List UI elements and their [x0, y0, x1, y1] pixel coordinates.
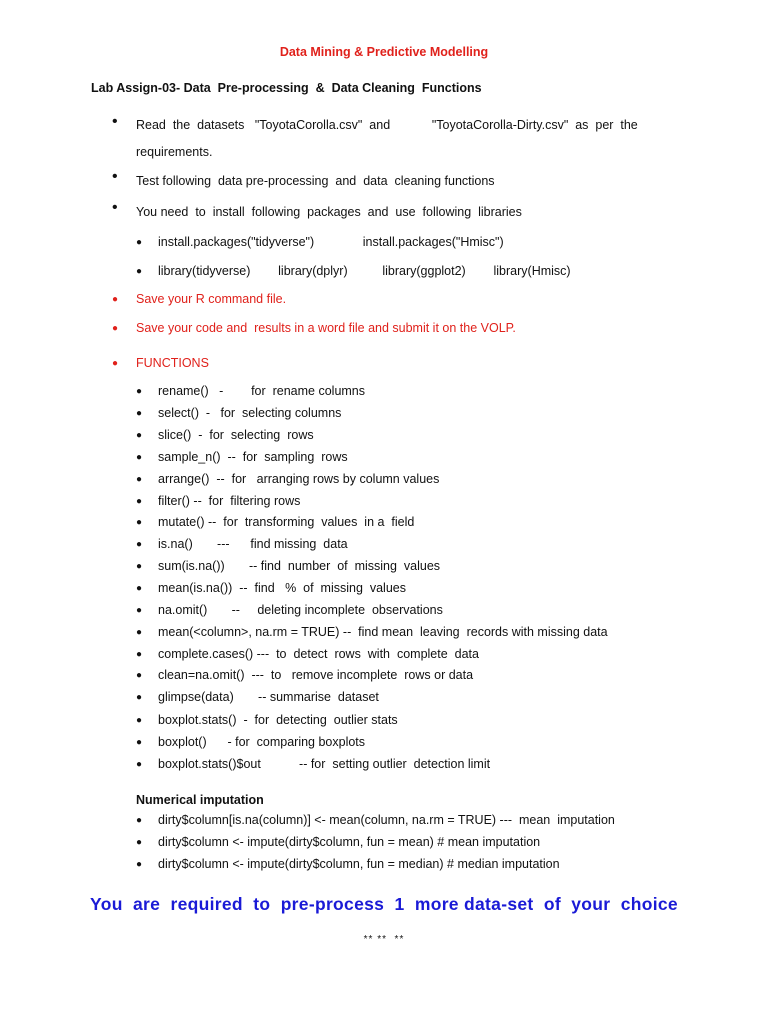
bullet-icon: ●: [112, 294, 119, 305]
function-item: mean(<column>, na.rm = TRUE) -- find mean leaving records with missing data: [158, 625, 608, 639]
intro-bullet-1-line2: requirements.: [136, 145, 213, 159]
lab-title: Lab Assign-03- Data Pre-processing & Data Cleaning Functions: [91, 81, 482, 95]
bullet-icon: ●: [136, 837, 143, 848]
bullet-icon: ●: [136, 627, 143, 638]
function-item: rename() - for rename columns: [158, 384, 366, 398]
function-item: arrange() -- for arranging rows by column values: [158, 472, 440, 486]
function-item: boxplot.stats()$out -- for setting outlier detection limit: [158, 757, 491, 771]
function-item: na.omit() -- deleting incomplete observations: [158, 603, 443, 617]
imputation-item: dirty$column[is.na(column)] <- mean(column, na.rm = TRUE) --- mean imputation: [158, 813, 615, 827]
bullet-icon: •: [112, 113, 118, 130]
function-item: mean(is.na()) -- find % of missing values: [158, 581, 406, 595]
bullet-icon: ●: [136, 517, 143, 528]
function-item: mutate() -- for transforming values in a field: [158, 515, 415, 529]
function-item: slice() - for selecting rows: [158, 428, 314, 442]
imputation-item: dirty$column <- impute(dirty$column, fun = median) # median imputation: [158, 857, 560, 871]
bullet-icon: ●: [112, 358, 119, 369]
bullet-icon: ●: [136, 496, 143, 507]
bullet-icon: ●: [136, 408, 143, 419]
bullet-icon: ●: [136, 386, 143, 397]
bullet-icon: ●: [136, 605, 143, 616]
end-marks: ** ** **: [363, 934, 405, 945]
bullet-icon: ●: [136, 649, 143, 660]
bullet-icon: ●: [136, 539, 143, 550]
bullet-icon: ●: [136, 859, 143, 870]
required-note: You are required to pre-process 1 more data-set of your choice: [90, 894, 678, 914]
bullet-icon: ●: [136, 815, 143, 826]
function-item: filter() -- for filtering rows: [158, 494, 301, 508]
function-item: glimpse(data) -- summarise dataset: [158, 690, 379, 704]
save-word-file-note: Save your code and results in a word file and submit it on the VOLP.: [136, 321, 516, 335]
bullet-icon: ●: [136, 670, 143, 681]
bullet-icon: ●: [112, 323, 119, 334]
bullet-icon: ●: [136, 474, 143, 485]
bullet-icon: ●: [136, 583, 143, 594]
intro-bullet-3: You need to install following packages and use following libraries: [136, 205, 522, 219]
save-r-file-note: Save your R command file.: [136, 292, 287, 306]
function-item: clean=na.omit() --- to remove incomplete rows or data: [158, 668, 474, 682]
function-item: is.na() --- find missing data: [158, 537, 348, 551]
bullet-icon: •: [112, 199, 118, 216]
library-line: library(tidyverse) library(dplyr) library(ggplot2) library(Hmisc): [158, 264, 571, 278]
imputation-item: dirty$column <- impute(dirty$column, fun = mean) # mean imputation: [158, 835, 541, 849]
function-item: sample_n() -- for sampling rows: [158, 450, 348, 464]
install-packages-line: install.packages("tidyverse") install.packages("Hmisc"): [158, 235, 504, 249]
bullet-icon: ●: [136, 715, 143, 726]
bullet-icon: ●: [136, 692, 143, 703]
function-item: sum(is.na()) -- find number of missing values: [158, 559, 441, 573]
intro-bullet-2: Test following data pre-processing and data cleaning functions: [136, 174, 495, 188]
function-item: select() - for selecting columns: [158, 406, 342, 420]
functions-heading: FUNCTIONS: [136, 356, 209, 370]
bullet-icon: ●: [136, 237, 143, 248]
bullet-icon: ●: [136, 759, 143, 770]
numerical-imputation-heading: Numerical imputation: [136, 793, 264, 807]
function-item: boxplot() - for comparing boxplots: [158, 735, 366, 749]
bullet-icon: ●: [136, 266, 143, 277]
function-item: complete.cases() --- to detect rows with complete data: [158, 647, 479, 661]
bullet-icon: ●: [136, 561, 143, 572]
bullet-icon: ●: [136, 737, 143, 748]
bullet-icon: ●: [136, 452, 143, 463]
document-title: Data Mining & Predictive Modelling: [279, 45, 489, 59]
function-item: boxplot.stats() - for detecting outlier stats: [158, 713, 398, 727]
intro-bullet-1-line1: Read the datasets "ToyotaCorolla.csv" and "ToyotaCorolla-Dirty.csv" as per the: [136, 118, 638, 132]
bullet-icon: •: [112, 168, 118, 185]
bullet-icon: ●: [136, 430, 143, 441]
